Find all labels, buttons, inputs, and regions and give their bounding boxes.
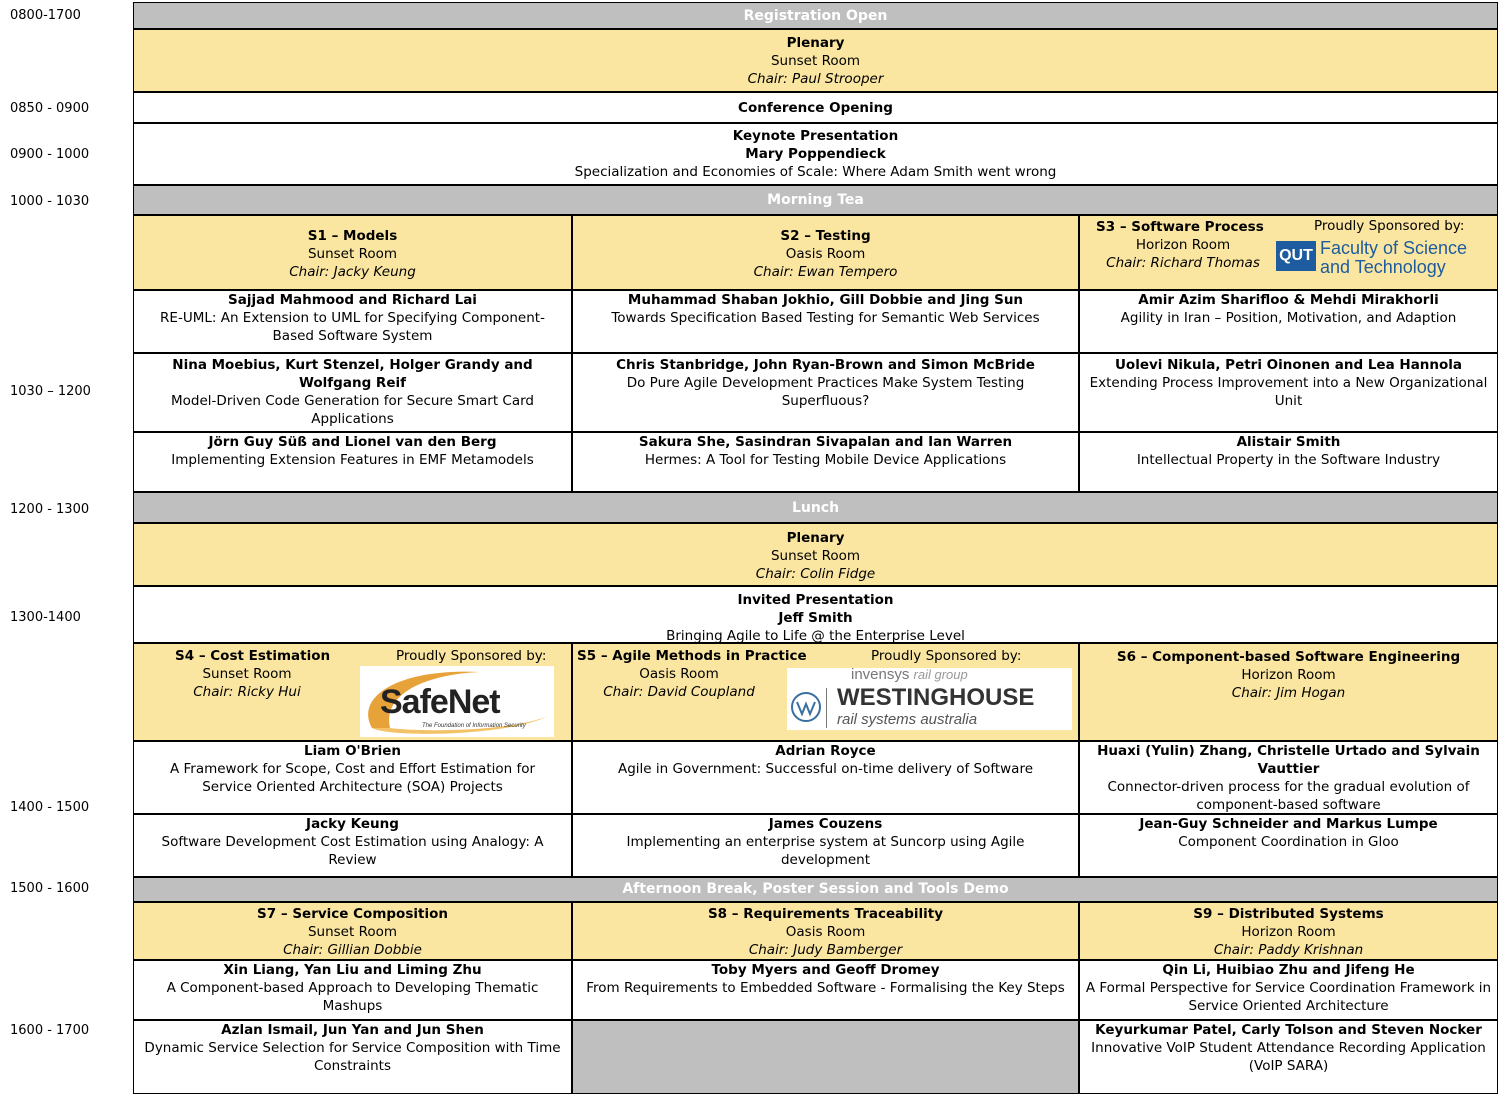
paper-authors: Huaxi (Yulin) Zhang, Christelle Urtado and Sylvain Vauttier xyxy=(1097,743,1480,777)
paper-cell xyxy=(133,432,572,492)
time-label: 1200 - 1300 xyxy=(10,502,90,517)
westinghouse-emblem-icon xyxy=(789,690,823,724)
session-s1 xyxy=(133,215,572,290)
paper-authors: Keyurkumar Patel, Carly Tolson and Steven Nocker xyxy=(1095,1022,1482,1038)
session-title: S4 – Cost Estimation xyxy=(175,648,331,664)
session-s2 xyxy=(572,215,1079,290)
session-s7 xyxy=(133,902,572,960)
paper-authors: Jean-Guy Schneider and Markus Lumpe xyxy=(1139,816,1438,832)
time-label: 1000 - 1030 xyxy=(10,194,90,209)
paper-authors: Amir Azim Sharifloo & Mehdi Mirakhorli xyxy=(1138,292,1439,308)
session-chair: Chair: Ewan Tempero xyxy=(753,264,898,280)
paper-cell xyxy=(572,353,1079,432)
plenary-chair: Chair: Paul Strooper xyxy=(747,71,884,87)
paper-title: Component Coordination in Gloo xyxy=(1178,834,1399,850)
time-label: 0900 - 1000 xyxy=(10,147,90,162)
empty-slot xyxy=(572,1020,1079,1094)
safenet-logo xyxy=(360,666,554,737)
plenary-title: Plenary xyxy=(786,530,845,546)
paper-cell xyxy=(1079,741,1498,814)
opening-block xyxy=(133,92,1498,123)
plenary-room: Sunset Room xyxy=(770,548,861,564)
session-room: Horizon Room xyxy=(1135,237,1231,253)
safenet-tagline: The Foundation of Information Security xyxy=(422,723,526,729)
paper-title: Do Pure Agile Development Practices Make System Testing Superfluous? xyxy=(626,375,1025,409)
session-s4 xyxy=(133,643,572,741)
time-label: 1400 - 1500 xyxy=(10,800,90,815)
time-label: 0850 - 0900 xyxy=(10,101,90,116)
paper-title: Agile in Government: Successful on-time delivery of Software xyxy=(617,761,1034,777)
invited-speaker: Jeff Smith xyxy=(778,610,853,626)
session-chair: Chair: Jacky Keung xyxy=(289,264,416,280)
session-chair: Chair: Gillian Dobbie xyxy=(283,942,422,958)
afternoon-break-bar xyxy=(133,877,1498,902)
session-room: Sunset Room xyxy=(202,666,292,682)
logo-divider xyxy=(826,688,827,728)
session-title: S5 – Agile Methods in Practice xyxy=(577,648,807,664)
session-chair: Chair: Jim Hogan xyxy=(1231,685,1346,701)
session-title: S8 – Requirements Traceability xyxy=(707,906,944,922)
session-s6 xyxy=(1079,643,1498,741)
plenary-block xyxy=(133,29,1498,92)
paper-title: RE-UML: An Extension to UML for Specifying Component-Based Software System xyxy=(160,310,545,344)
sponsor-label: Proudly Sponsored by: xyxy=(396,648,547,664)
afternoon-break-label: Afternoon Break, Poster Session and Tools Demo xyxy=(622,881,1009,897)
session-s3 xyxy=(1079,215,1498,290)
morning-tea-label: Morning Tea xyxy=(767,192,864,208)
paper-title: Implementing Extension Features in EMF Metamodels xyxy=(171,452,534,468)
registration-label: Registration Open xyxy=(743,8,888,24)
rail-group-text: rail group xyxy=(913,667,968,682)
invited-block xyxy=(133,586,1498,643)
paper-cell xyxy=(1079,960,1498,1020)
time-label: 1600 - 1700 xyxy=(10,1023,90,1038)
plenary-chair: Chair: Colin Fidge xyxy=(755,566,876,582)
paper-title: Software Development Cost Estimation using Analogy: A Review xyxy=(161,834,544,868)
paper-authors: Toby Myers and Geoff Dromey xyxy=(711,962,940,978)
session-chair: Chair: Paddy Krishnan xyxy=(1213,942,1364,958)
paper-cell xyxy=(1079,432,1498,492)
paper-title: Hermes: A Tool for Testing Mobile Device Applications xyxy=(644,452,1007,468)
paper-cell xyxy=(572,960,1079,1020)
qut-line1: Faculty of Science xyxy=(1320,238,1468,258)
safenet-name: SafeNet xyxy=(380,683,500,721)
paper-authors: Liam O'Brien xyxy=(303,743,402,759)
session-s9 xyxy=(1079,902,1498,960)
paper-authors: Xin Liang, Yan Liu and Liming Zhu xyxy=(223,962,482,978)
sponsor-label: Proudly Sponsored by: xyxy=(1314,218,1465,234)
session-room: Oasis Room xyxy=(639,666,719,682)
paper-title: A Formal Perspective for Service Coordination Framework in Service Oriented Architecture xyxy=(1085,980,1492,1014)
paper-cell xyxy=(133,814,572,877)
plenary-room: Sunset Room xyxy=(770,53,861,69)
time-label: 1500 - 1600 xyxy=(10,881,90,896)
time-label: 1300-1400 xyxy=(10,610,81,625)
paper-cell xyxy=(572,290,1079,353)
lunch-label: Lunch xyxy=(791,500,840,516)
session-room: Sunset Room xyxy=(307,924,398,940)
session-chair: Chair: David Coupland xyxy=(603,684,755,700)
paper-title: Towards Specification Based Testing for Semantic Web Services xyxy=(611,310,1040,326)
keynote-talk: Specialization and Economies of Scale: Where Adam Smith went wrong xyxy=(574,164,1057,180)
paper-cell xyxy=(1079,353,1498,432)
paper-title: Extending Process Improvement into a New Organizational Unit xyxy=(1089,375,1488,409)
opening-label: Conference Opening xyxy=(738,100,893,116)
morning-tea-bar xyxy=(133,185,1498,215)
invited-label: Invited Presentation xyxy=(737,592,894,608)
qut-badge: QUT xyxy=(1276,241,1316,271)
session-title: S1 – Models xyxy=(307,228,398,244)
paper-cell xyxy=(133,741,572,814)
time-label: 1030 – 1200 xyxy=(10,384,91,399)
invited-talk: Bringing Agile to Life @ the Enterprise Level xyxy=(666,628,965,643)
paper-authors: Adrian Royce xyxy=(775,743,876,759)
session-title: S6 – Component-based Software Engineering xyxy=(1116,649,1461,665)
session-title: S3 – Software Process xyxy=(1096,219,1264,235)
westinghouse-sub: rail systems australia xyxy=(837,711,978,728)
paper-authors: Uolevi Nikula, Petri Oinonen and Lea Hannola xyxy=(1114,357,1463,373)
paper-authors: Sakura She, Sasindran Sivapalan and Ian Warren xyxy=(638,434,1013,450)
plenary-title: Plenary xyxy=(786,35,845,51)
paper-authors: Chris Stanbridge, John Ryan-Brown and Simon McBride xyxy=(616,357,1035,373)
session-title: S2 – Testing xyxy=(780,228,871,244)
session-title: S7 – Service Composition xyxy=(257,906,448,922)
paper-title: Implementing an enterprise system at Suncorp using Agile development xyxy=(626,834,1025,868)
paper-cell xyxy=(133,1020,572,1094)
paper-cell xyxy=(572,814,1079,877)
session-room: Oasis Room xyxy=(785,246,866,262)
session-chair: Chair: Judy Bamberger xyxy=(748,942,903,958)
paper-cell xyxy=(1079,290,1498,353)
registration-bar xyxy=(133,2,1498,29)
plenary-block xyxy=(133,523,1498,586)
qut-logo xyxy=(1276,239,1490,277)
paper-title: Connector-driven process for the gradual evolution of component-based software xyxy=(1107,779,1470,813)
qut-line2: and Technology xyxy=(1320,257,1446,277)
westinghouse-logo xyxy=(787,668,1072,730)
paper-title: Innovative VoIP Student Attendance Recording Application (VoIP SARA) xyxy=(1091,1040,1486,1074)
paper-authors: Alistair Smith xyxy=(1236,434,1341,450)
paper-cell xyxy=(1079,814,1498,877)
session-room: Horizon Room xyxy=(1241,667,1336,683)
lunch-bar xyxy=(133,492,1498,523)
westinghouse-name: WESTINGHOUSE xyxy=(837,684,1035,711)
invensys-label xyxy=(851,667,968,683)
paper-authors: Muhammad Shaban Jokhio, Gill Dobbie and Jing Sun xyxy=(627,292,1024,308)
paper-title: A Component-based Approach to Developing Thematic Mashups xyxy=(166,980,539,1014)
session-chair: Chair: Ricky Hui xyxy=(193,684,301,700)
session-room: Horizon Room xyxy=(1241,924,1336,940)
paper-authors: Jacky Keung xyxy=(306,816,399,832)
paper-cell xyxy=(133,960,572,1020)
keynote-speaker: Mary Poppendieck xyxy=(745,146,886,162)
paper-title: From Requirements to Embedded Software - Formalising the Key Steps xyxy=(586,980,1065,996)
paper-authors: Sajjad Mahmood and Richard Lai xyxy=(228,292,477,308)
session-s8 xyxy=(572,902,1079,960)
paper-cell xyxy=(572,432,1079,492)
paper-cell xyxy=(572,741,1079,814)
session-s5 xyxy=(572,643,1079,741)
keynote-block xyxy=(133,123,1498,185)
paper-title: A Framework for Scope, Cost and Effort Estimation for Service Oriented Architecture (SOA) Projects xyxy=(169,761,536,795)
paper-authors: Jörn Guy Süß and Lionel van den Berg xyxy=(208,434,497,450)
session-room: Sunset Room xyxy=(307,246,398,262)
paper-title: Model-Driven Code Generation for Secure Smart Card Applications xyxy=(171,393,534,427)
paper-title: Intellectual Property in the Software Industry xyxy=(1136,452,1441,468)
session-chair: Chair: Richard Thomas xyxy=(1106,255,1260,271)
paper-authors: James Couzens xyxy=(768,816,883,832)
paper-cell xyxy=(133,353,572,432)
session-title: S9 – Distributed Systems xyxy=(1193,906,1384,922)
session-room: Oasis Room xyxy=(785,924,866,940)
keynote-label: Keynote Presentation xyxy=(732,128,899,144)
paper-authors: Qin Li, Huibiao Zhu and Jifeng He xyxy=(1162,962,1415,978)
paper-authors: Nina Moebius, Kurt Stenzel, Holger Grandy and Wolfgang Reif xyxy=(172,357,533,391)
paper-title: Dynamic Service Selection for Service Composition with Time Constraints xyxy=(144,1040,561,1074)
invensys-text: invensys xyxy=(851,666,910,683)
time-label: 0800-1700 xyxy=(10,8,81,23)
paper-cell xyxy=(133,290,572,353)
paper-cell xyxy=(1079,1020,1498,1094)
paper-title: Agility in Iran – Position, Motivation, and Adaption xyxy=(1120,310,1457,326)
paper-authors: Azlan Ismail, Jun Yan and Jun Shen xyxy=(221,1022,484,1038)
sponsor-label: Proudly Sponsored by: xyxy=(871,648,1022,664)
